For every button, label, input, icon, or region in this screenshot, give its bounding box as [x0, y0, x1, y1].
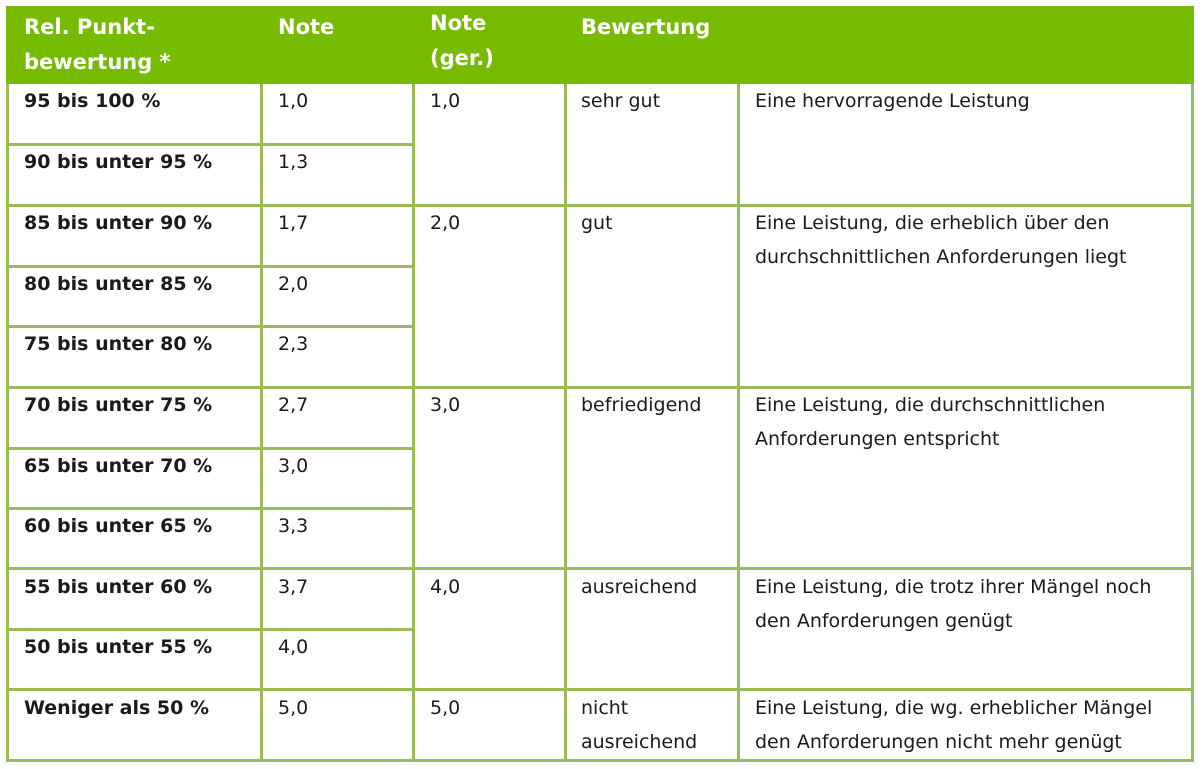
table-cell-grade: 5,0	[278, 697, 309, 719]
table-cell-rounded-grade: 5,0	[430, 697, 461, 719]
table-cell-description: Eine hervorragende Leistung	[755, 90, 1030, 112]
header-rounded-grade: Note (ger.)	[430, 11, 494, 70]
table-cell-grade: 4,0	[278, 636, 309, 658]
table-cell-range: 90 bis unter 95 %	[24, 151, 213, 173]
table-cell-range: Weniger als 50 %	[24, 697, 210, 719]
grid-line-horizontal	[6, 759, 1194, 762]
table-cell-rating: nicht ausreichend	[581, 697, 698, 753]
table-cell-range: 55 bis unter 60 %	[24, 576, 213, 598]
table-cell-range: 50 bis unter 55 %	[24, 636, 213, 658]
table-cell-description: Eine Leistung, die trotz ihrer Mängel noch den Anforderungen genügt	[755, 576, 1152, 632]
table-cell-grade: 1,0	[278, 90, 309, 112]
grid-line-vertical	[564, 84, 567, 762]
grid-line-vertical	[260, 84, 263, 762]
table-cell-rating: ausreichend	[581, 576, 698, 598]
table-cell-rounded-grade: 4,0	[430, 576, 461, 598]
header-rating: Bewertung	[581, 15, 711, 39]
table-cell-range: 60 bis unter 65 %	[24, 515, 213, 537]
table-cell-rounded-grade: 2,0	[430, 212, 461, 234]
table-cell-range: 80 bis unter 85 %	[24, 273, 213, 295]
table-cell-description: Eine Leistung, die durchschnittlichen Anforderungen entspricht	[755, 394, 1106, 450]
table-cell-grade: 1,3	[278, 151, 309, 173]
table-cell-grade: 3,3	[278, 515, 309, 537]
grid-line-vertical	[412, 84, 415, 762]
table-cell-range: 95 bis 100 %	[24, 90, 161, 112]
grid-line-vertical	[6, 84, 9, 762]
grid-line-vertical	[1191, 84, 1194, 762]
table-cell-grade: 3,0	[278, 455, 309, 477]
table-cell-rating: gut	[581, 212, 613, 234]
table-cell-rating: befriedigend	[581, 394, 702, 416]
table-cell-grade: 2,0	[278, 273, 309, 295]
grid-line-vertical	[737, 84, 740, 762]
table-cell-rounded-grade: 1,0	[430, 90, 461, 112]
table-cell-rating: sehr gut	[581, 90, 661, 112]
table-cell-description: Eine Leistung, die wg. erheblicher Mängel den Anforderungen nicht mehr genügt	[755, 697, 1153, 753]
table-cell-grade: 2,3	[278, 333, 309, 355]
table-cell-rounded-grade: 3,0	[430, 394, 461, 416]
header-relative-points: Rel. Punkt- bewertung *	[24, 15, 171, 74]
table-cell-range: 85 bis unter 90 %	[24, 212, 213, 234]
table-cell-range: 65 bis unter 70 %	[24, 455, 213, 477]
table-cell-range: 70 bis unter 75 %	[24, 394, 213, 416]
table-cell-description: Eine Leistung, die erheblich über den durchschnittlichen Anforderungen liegt	[755, 212, 1127, 268]
table-cell-range: 75 bis unter 80 %	[24, 333, 213, 355]
header-grade: Note	[278, 15, 335, 39]
table-cell-grade: 2,7	[278, 394, 309, 416]
table-cell-grade: 1,7	[278, 212, 309, 234]
table-cell-grade: 3,7	[278, 576, 309, 598]
